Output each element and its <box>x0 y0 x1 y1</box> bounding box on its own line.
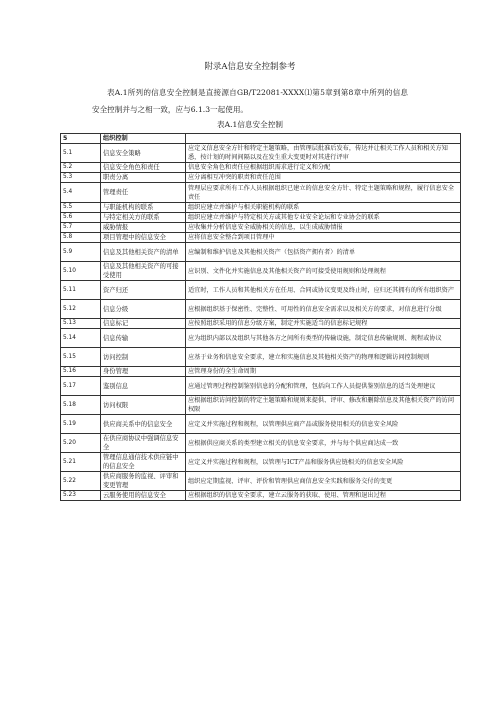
control-number: 5.20 <box>61 434 101 453</box>
control-description: 应识别、文件化并实施信息及其他相关资产的可接受使用规则和处理规程 <box>186 262 461 281</box>
control-description: 组织应建立并维护与特定相关方或其他专业安全论坛和专业协会的联系 <box>186 213 461 223</box>
control-number: 5.15 <box>61 348 101 367</box>
table-row <box>61 243 461 262</box>
table-row <box>61 377 461 396</box>
table-row <box>61 319 461 329</box>
control-name: 威胁情报 <box>101 223 186 233</box>
table-row <box>61 163 461 173</box>
intro-paragraph: 表A.1所列的信息安全控制是直接源自GB/T22081-XXXX⑴第5章到第8章中所列的信息安全控制并与之相一致，应与6.1.3一起使用。 <box>92 88 408 114</box>
control-description: 应根据组织访问控制的特定主题策略和规则来提供、评审、修改和删除信息及其他相关资产的访问权限 <box>186 396 461 415</box>
table-row <box>61 233 461 243</box>
control-name: 信息安全策略 <box>101 144 186 163</box>
table-row <box>61 144 461 163</box>
control-number: 5.22 <box>61 472 101 491</box>
control-number: 5.12 <box>61 300 101 319</box>
control-description: 应收集并分析信息安全威胁相关的信息，以生成威胁情报 <box>186 223 461 233</box>
control-name: 资产归还 <box>101 281 186 300</box>
control-number: 5.7 <box>61 223 101 233</box>
control-name: 管理责任 <box>101 183 186 203</box>
header-desc <box>186 134 461 144</box>
control-number: 5.2 <box>61 163 101 173</box>
control-number: 5.5 <box>61 203 101 213</box>
control-name: 信息及其他相关资产的清单 <box>101 243 186 262</box>
control-number: 5.23 <box>61 491 101 501</box>
control-name: 信息及其他相关资产的可接受使用 <box>101 262 186 281</box>
table-row <box>61 223 461 233</box>
control-number: 5.4 <box>61 183 101 203</box>
control-number: 5.1 <box>61 144 101 163</box>
header-name: 组织控制 <box>101 134 186 144</box>
table-row <box>61 491 461 501</box>
control-number: 5.17 <box>61 377 101 396</box>
control-number: 5.19 <box>61 415 101 434</box>
control-name: 在供应商协议中强调信息安全 <box>101 434 186 453</box>
control-name: 信息分级 <box>101 300 186 319</box>
control-name: 项目管理中的信息安全 <box>101 233 186 243</box>
table-row <box>61 396 461 415</box>
table-row <box>61 415 461 434</box>
control-description: 管理层应要求所有工作人员根据组织已建立的信息安全方针、特定主题策略和规程，履行信息安全责任 <box>186 183 461 203</box>
control-name: 信息传输 <box>101 329 186 348</box>
control-name: 管理信息通信技术供应链中的信息安全 <box>101 453 186 472</box>
control-description: 应将信息安全整合到项目管理中 <box>186 233 461 243</box>
control-number: 5.11 <box>61 281 101 300</box>
control-description: 信息安全角色和责任应根据组织需求进行定义和分配 <box>186 163 461 173</box>
control-description: 应根据供应商关系的类型建立相关的信息安全要求，并与每个供应商达成一致 <box>186 434 461 453</box>
control-description: 应为组织内部以及组织与其他各方之间所有类型的传输设施，制定信息传输规则、规程或协议 <box>186 329 461 348</box>
control-number: 5.14 <box>61 329 101 348</box>
control-description: 应根据组织基于保密性、完整性、可用性的信息安全需求以及相关方的要求，对信息进行分级 <box>186 300 461 319</box>
header-number: 5 <box>61 134 101 144</box>
control-name: 鉴别信息 <box>101 377 186 396</box>
control-number: 5.10 <box>61 262 101 281</box>
control-description: 应编制和维护信息及其他相关资产（包括资产拥有者）的清单 <box>186 243 461 262</box>
control-name: 与职能机构的联系 <box>101 203 186 213</box>
control-number: 5.3 <box>61 173 101 183</box>
control-description: 应定义信息安全方针和特定主题策略，由管理层批准后发布，传达并让相关工作人员和相关方知悉，按计划的时间间隔以及在发生重大变更时对其进行评审 <box>186 144 461 163</box>
table-row <box>61 453 461 472</box>
table-row <box>61 472 461 491</box>
table-row <box>61 367 461 377</box>
control-name: 供应商服务的监视、评审和变更管理 <box>101 472 186 491</box>
table-header-row <box>61 134 461 144</box>
control-description: 应按照组织采用的信息分级方案，制定并实施适当的信息标记规程 <box>186 319 461 329</box>
table-row <box>61 348 461 367</box>
table-row <box>61 213 461 223</box>
control-number: 5.8 <box>61 233 101 243</box>
control-number: 5.9 <box>61 243 101 262</box>
control-description: 应定义并实施过程和规程，以管理与ICT产品和服务供应链相关的信息安全风险 <box>186 453 461 472</box>
control-name: 与特定相关方的联系 <box>101 213 186 223</box>
control-name: 职责分离 <box>101 173 186 183</box>
control-number: 5.18 <box>61 396 101 415</box>
table-row <box>61 434 461 453</box>
control-name: 访问权限 <box>101 396 186 415</box>
control-description: 应管理身份的全生命周期 <box>186 367 461 377</box>
control-number: 5.21 <box>61 453 101 472</box>
control-number: 5.6 <box>61 213 101 223</box>
table-row <box>61 300 461 319</box>
control-description: 适宜时，工作人员和其他相关方在任用、合同或协议变更及终止时，应归还其拥有的所有组织资产 <box>186 281 461 300</box>
control-name: 身份管理 <box>101 367 186 377</box>
control-description: 应分离相互冲突的职责和责任范围 <box>186 173 461 183</box>
controls-table <box>60 133 461 501</box>
table-row <box>61 281 461 300</box>
table-row <box>61 183 461 203</box>
control-description: 应定义并实施过程和规程，以管理供应商产品或服务使用相关的信息安全风险 <box>186 415 461 434</box>
table-row <box>61 173 461 183</box>
control-number: 5.16 <box>61 367 101 377</box>
control-description: 组织应定期监视、评审、评价和管理供应商信息安全实践和服务交付的变更 <box>186 472 461 491</box>
control-name: 信息安全角色和责任 <box>101 163 186 173</box>
appendix-title: 附录A信息安全控制参考 <box>204 62 296 72</box>
table-row <box>61 329 461 348</box>
control-name: 访问控制 <box>101 348 186 367</box>
control-description: 应根据组织的信息安全要求，建立云服务的获取、使用、管理和退出过程 <box>186 491 461 501</box>
control-description: 应通过管理过程控制鉴别信息的分配和管理，包括向工作人员提供鉴别信息的适当处理建议 <box>186 377 461 396</box>
control-description: 应基于业务和信息安全要求，建立和实施信息及其他相关资产的物理和逻辑访问控制规则 <box>186 348 461 367</box>
table-caption: 表A.1信息安全控制 <box>217 120 283 129</box>
control-name: 信息标记 <box>101 319 186 329</box>
control-name: 云服务使用的信息安全 <box>101 491 186 501</box>
control-description: 组织应建立并维护与相关职能机构的联系 <box>186 203 461 213</box>
control-number: 5.13 <box>61 319 101 329</box>
control-name: 供应商关系中的信息安全 <box>101 415 186 434</box>
table-row <box>61 203 461 213</box>
table-row <box>61 262 461 281</box>
